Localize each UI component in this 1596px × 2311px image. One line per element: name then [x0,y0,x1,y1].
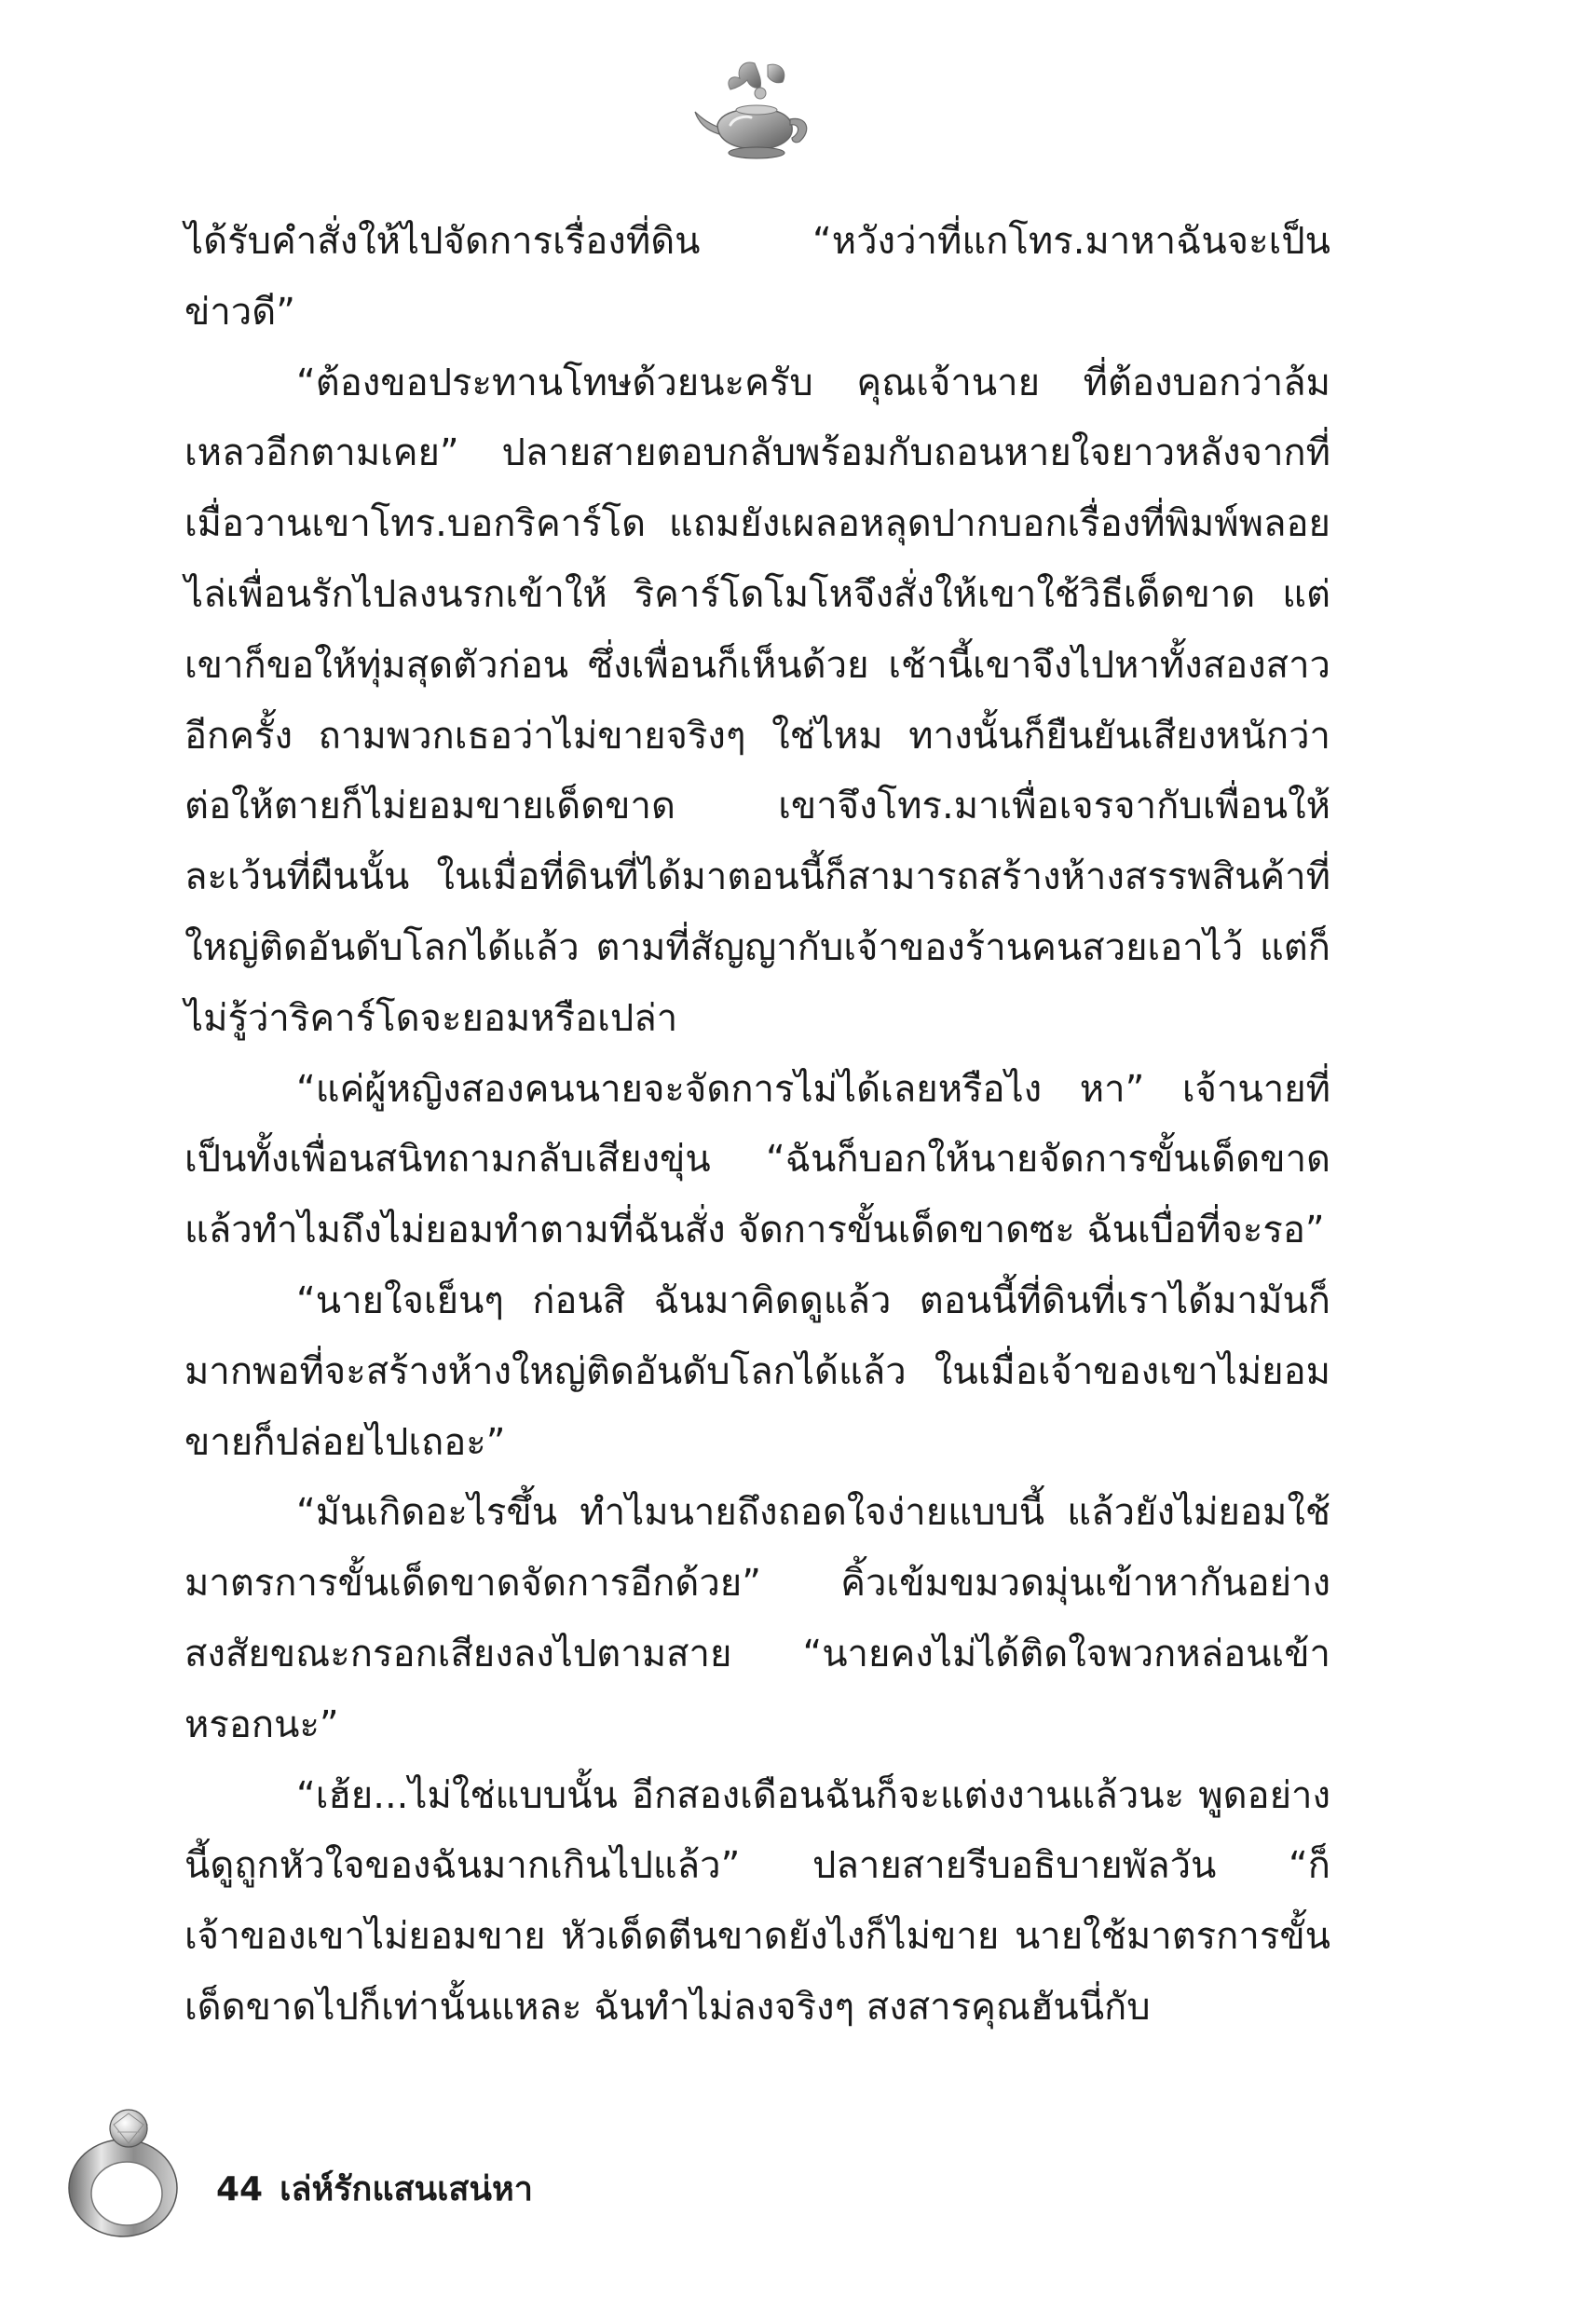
page-footer [216,2162,533,2215]
body-text [184,207,1330,2044]
paragraph: ได้รับคำสั่งให้ไปจัดการเรื่องที่ดิน “หวังว่าที่แกโทร.มาหาฉันจะเป็นข่าวดี” [184,220,1330,334]
paragraph: “ต้องขอประทานโทษด้วยนะครับ คุณเจ้านาย ที่ต้องบอกว่าล้มเหลวอีกตามเคย” ปลายสายตอบกลับพร้อมกับถอนหายใจยาวหลังจากที่เมื่อวานเขาโทร.บอกริคาร์โด แถมยังเผลอหลุดปากบอกเรื่องที่พิมพ์พลอยไล่เพื่อนรักไปลงนรกเข้าให้ ริคาร์โดโมโหจึงสั่งให้เขาใช้วิธีเด็ดขาด แต่เขาก็ขอให้ทุ่มสุดตัวก่อน ซึ่งเพื่อนก็เห็นด้วย เช้านี้เขาจึงไปหาทั้งสองสาวอีกครั้ง ถามพวกเธอว่าไม่ขายจริงๆ ใช่ไหม ทางนั้นก็ยืนยันเสียงหนักว่า ต่อให้ตายก็ไม่ยอมขายเด็ดขาด เขาจึงโทร.มาเพื่อเจรจากับเพื่อนให้ละเว้นที่ผืนนั้น ในเมื่อที่ดินที่ได้มาตอนนี้ก็สามารถสร้างห้างสรรพสินค้าที่ใหญ่ติดอันดับโลกได้แล้ว ตามที่สัญญากับเจ้าของร้านคนสวยเอาไว้ แต่ก็ไม่รู้ว่าริคาร์โดจะยอมหรือเปล่า [184,361,1330,1040]
paragraph: “แค่ผู้หญิงสองคนนายจะจัดการไม่ได้เลยหรือไง หา” เจ้านายที่เป็นทั้งเพื่อนสนิทถามกลับเสียงขุ่น “ฉันก็บอกให้นายจัดการขั้นเด็ดขาดแล้วทำไมถึงไม่ยอมทำตามที่ฉันสั่ง จัดการขั้นเด็ดขาดซะ ฉันเบื่อที่จะรอ” [184,1067,1330,1252]
paragraph: “เฮ้ย...ไม่ใช่แบบนั้น อีกสองเดือนฉันก็จะแต่งงานแล้วนะ พูดอย่างนี้ดูถูกหัวใจของฉันมากเกินไปแล้ว” ปลายสายรีบอธิบายพัลวัน “ก็เจ้าของเขาไม่ยอมขาย หัวเด็ดตีนขาดยังไงก็ไม่ขาย นายใช้มาตรการขั้นเด็ดขาดไปก็เท่านั้นแหละ ฉันทำไม่ลงจริงๆ สงสารคุณฮันนี่กับ [184,1773,1330,2029]
diamond-ring-icon [61,2104,194,2246]
cupid-teapot-ornament-icon [689,56,820,168]
paragraph: “นายใจเย็นๆ ก่อนสิ ฉันมาคิดดูแล้ว ตอนนี้ที่ดินที่เราได้มามันก็มากพอที่จะสร้างห้างใหญ่ติดอันดับโลกได้แล้ว ในเมื่อเจ้าของเขาไม่ยอมขายก็ปล่อยไปเถอะ” [184,1279,1330,1464]
paragraph: “มันเกิดอะไรขึ้น ทำไมนายถึงถอดใจง่ายแบบนี้ แล้วยังไม่ยอมใช้มาตรการขั้นเด็ดขาดจัดการอีกด้วย” คิ้วเข้มขมวดมุ่นเข้าหากันอย่างสงสัยขณะกรอกเสียงลงไปตามสาย “นายคงไม่ได้ติดใจพวกหล่อนเข้าหรอกนะ” [184,1491,1330,1746]
book-title: เล่ห์รักแสนเสน่หา [280,2170,533,2208]
page-number: 44 [216,2170,264,2208]
